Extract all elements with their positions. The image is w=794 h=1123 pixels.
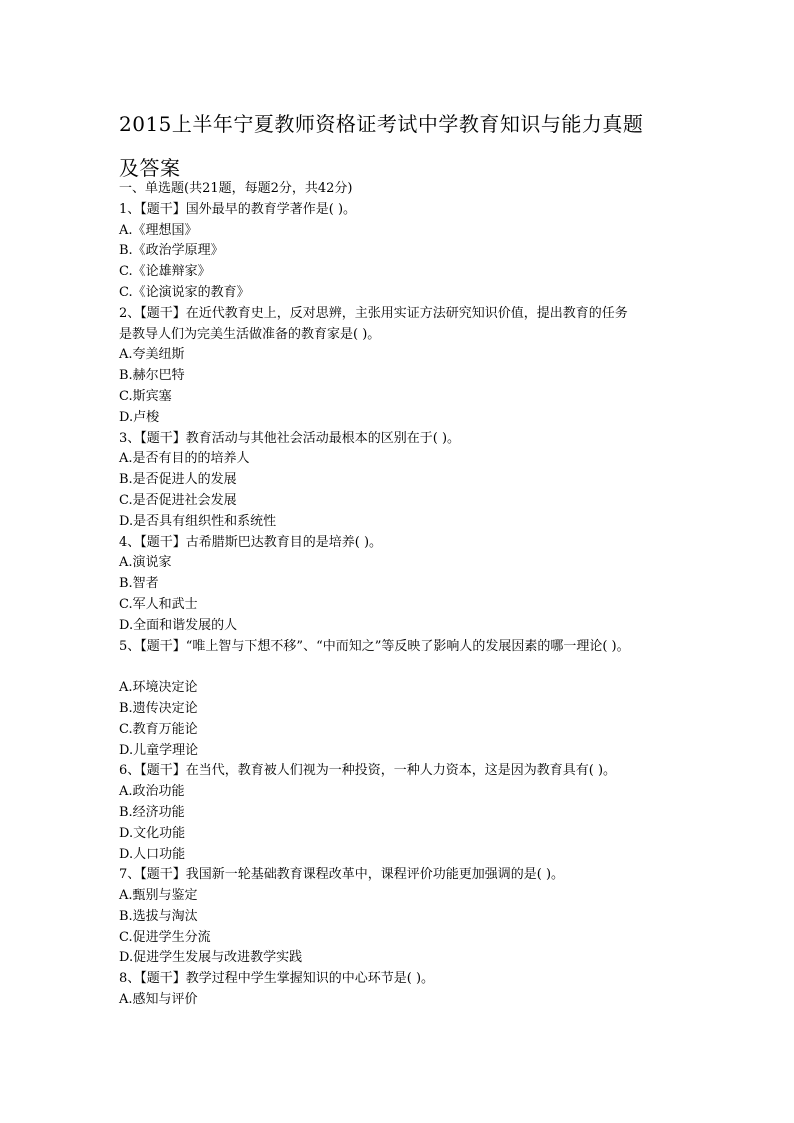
- question-3-option-d: D.是否具有组织性和系统性: [119, 513, 277, 529]
- question-8-option-a: A.感知与评价: [119, 992, 198, 1008]
- question-5-option-b: B.遗传决定论: [119, 700, 198, 716]
- question-1-option-d: C.《论演说家的教育》: [119, 284, 250, 300]
- question-4-option-a: A.演说家: [119, 555, 172, 571]
- question-7-option-d: D.促进学生发展与改进教学实践: [119, 950, 303, 966]
- question-7-option-a: A.甄别与鉴定: [119, 888, 198, 904]
- document-title: [119, 102, 719, 190]
- question-3-option-a: A.是否有目的的培养人: [119, 451, 250, 467]
- title-line-1: 2015上半年宁夏教师资格证考试中学教育知识与能力真题: [119, 112, 644, 136]
- question-7-stem: 7、【题干】我国新一轮基础教育课程改革中，课程评价功能更加强调的是( )。: [119, 867, 565, 883]
- question-5-option-c: C.教育万能论: [119, 721, 198, 737]
- question-5-option-a: A.环境决定论: [119, 680, 198, 696]
- question-6-stem: 6、【题干】在当代，教育被人们视为一种投资，一种人力资本，这是因为教育具有( )。: [119, 763, 617, 779]
- question-5-option-d: D.儿童学理论: [119, 742, 199, 758]
- question-3-option-c: C.是否促进社会发展: [119, 492, 237, 508]
- question-2-option-d: D.卢梭: [119, 409, 160, 425]
- question-4-stem: 4、【题干】古希腊斯巴达教育目的是培养( )。: [119, 534, 383, 550]
- question-6-option-a: A.政治功能: [119, 784, 185, 800]
- blank-line: [119, 657, 719, 678]
- question-2-stem-line-1: 2、【题干】在近代教育史上，反对思辨，主张用实证方法研究知识价值，提出教育的任务: [119, 305, 628, 321]
- question-6-option-b: B.经济功能: [119, 804, 185, 820]
- question-2-option-c: C.斯宾塞: [119, 388, 172, 404]
- section-heading: 一、单选题(共21题，每题2分，共42分): [119, 181, 353, 196]
- title-line-2: 及答案: [119, 156, 181, 180]
- question-3-option-b: B.是否促进人的发展: [119, 472, 237, 488]
- question-1-option-b: B.《政治学原理》: [119, 243, 224, 259]
- question-1-option-c: C.《论雄辩家》: [119, 264, 211, 280]
- question-4-option-d: D.全面和谐发展的人: [119, 617, 238, 633]
- document-body: [119, 179, 719, 1011]
- question-2-option-a: A.夸美纽斯: [119, 347, 185, 363]
- question-5-stem: 5、【题干】“唯上智与下想不移”、“中而知之”等反映了影响人的发展因素的哪一理论( )。: [119, 638, 630, 654]
- question-7-option-b: B.选拔与淘汰: [119, 908, 198, 924]
- question-6-option-c: D.文化功能: [119, 825, 186, 841]
- question-6-option-d: D.人口功能: [119, 846, 186, 862]
- question-4-option-b: B.智者: [119, 576, 159, 592]
- question-7-option-c: C.促进学生分流: [119, 929, 211, 945]
- question-8-stem: 8、【题干】教学过程中学生掌握知识的中心环节是( )。: [119, 971, 435, 987]
- question-2-stem-line-2: 是教导人们为完美生活做准备的教育家是( )。: [119, 326, 381, 342]
- question-1-option-a: A.《理想国》: [119, 222, 198, 238]
- question-1-stem: 1、【题干】国外最早的教育学著作是( )。: [119, 201, 357, 217]
- question-3-stem: 3、【题干】教育活动与其他社会活动最根本的区别在于( )。: [119, 430, 461, 446]
- question-2-option-b: B.赫尔巴特: [119, 368, 185, 384]
- question-4-option-c: C.军人和武士: [119, 596, 198, 612]
